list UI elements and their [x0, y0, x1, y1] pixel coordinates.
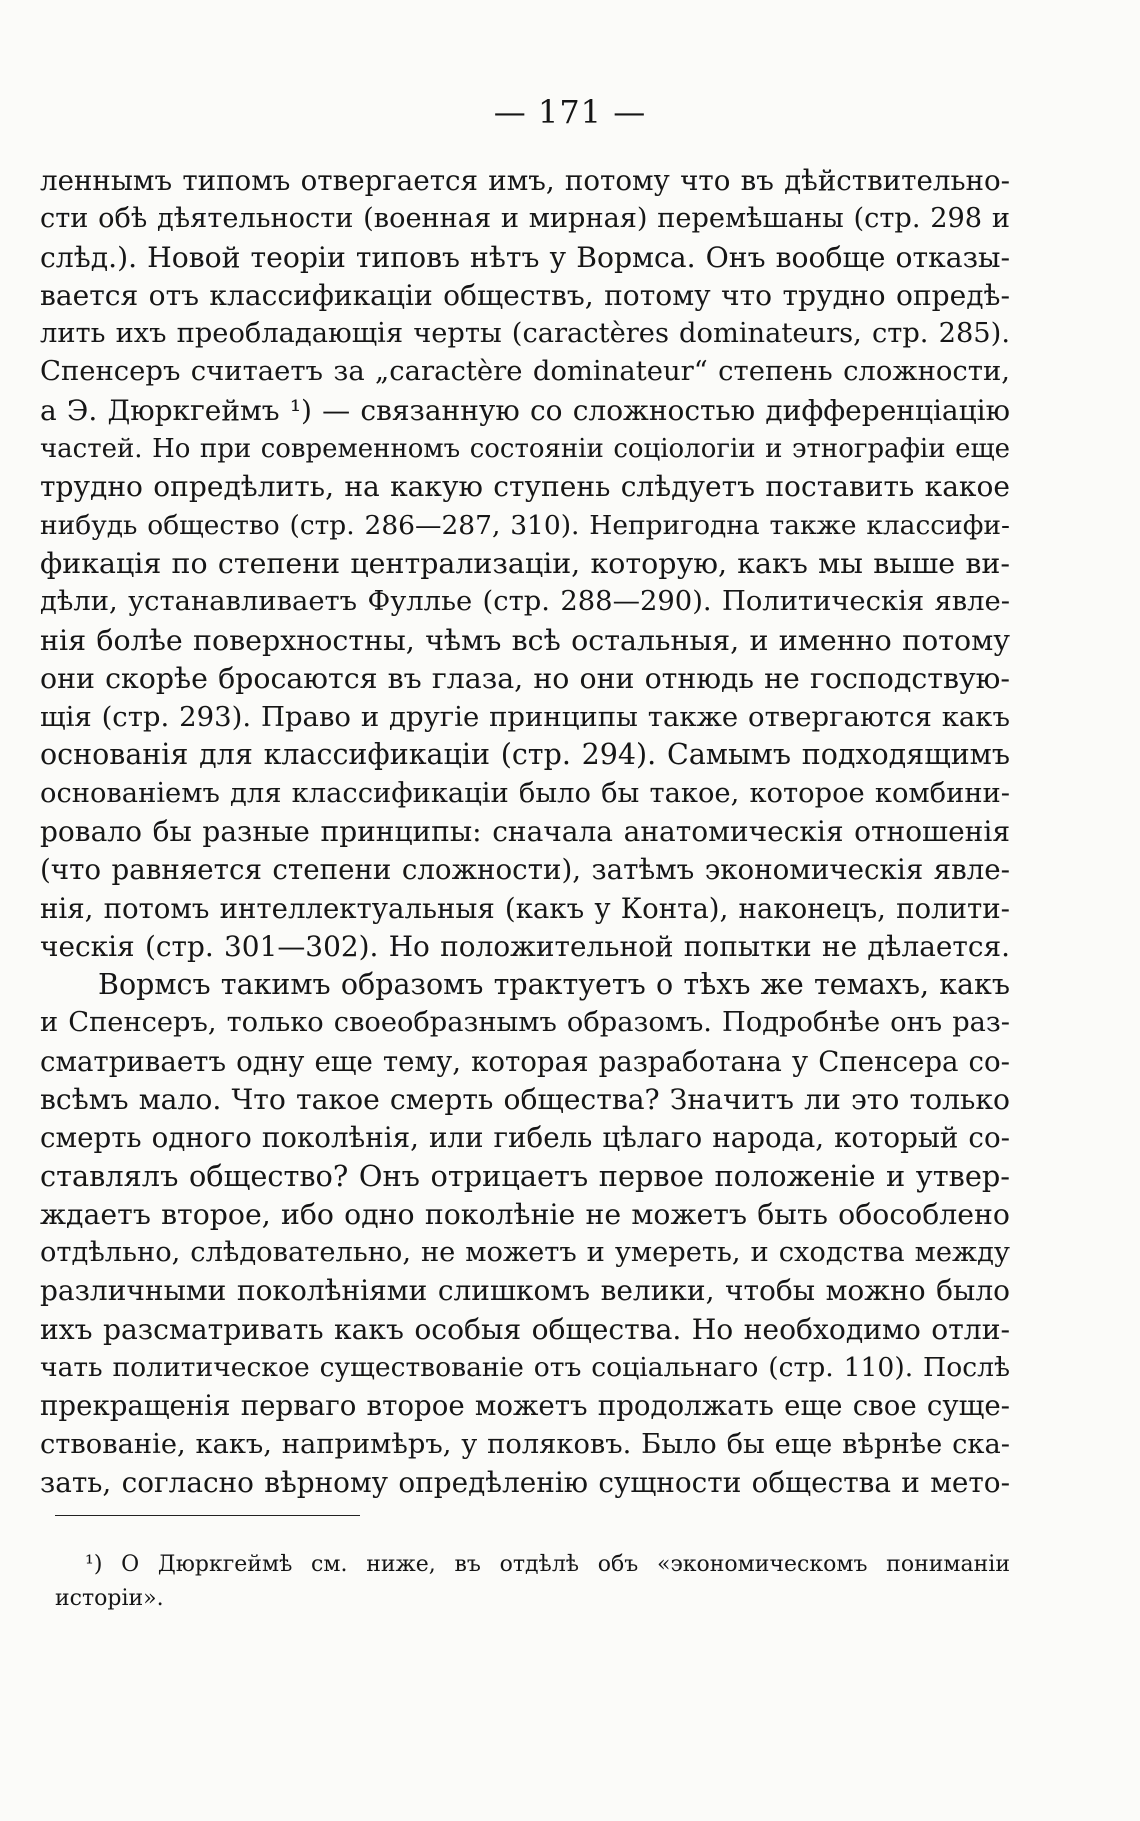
text-line: трудно опредѣлить, на какую ступень слѣдуетъ поставить какое	[40, 470, 1010, 504]
text-line: ческія (стр. 301—302). Но положительной попытки не дѣлается.	[40, 929, 1010, 963]
text-line: ждаетъ второе, ибо одно поколѣніе не можетъ быть обособлено	[40, 1197, 1010, 1231]
text-line: сти обѣ дѣятельности (военная и мирная) перемѣшаны (стр. 298 и	[40, 203, 1010, 235]
text-line: нія болѣе поверхностны, чѣмъ всѣ остальныя, и именно потому	[40, 623, 1010, 657]
text-line: прекращенія перваго второе можетъ продолжать еще свое суще-	[40, 1389, 1010, 1423]
paragraph-1	[40, 162, 1010, 966]
text-line: а Э. Дюркгеймъ ¹) — связанную со сложностью дифференціацію	[40, 393, 1010, 427]
footnote-line: исторіи».	[55, 1586, 164, 1611]
text-line: Вормсъ такимъ образомъ трактуетъ о тѣхъ же темахъ, какъ	[98, 968, 1010, 1001]
text-line: всѣмъ мало. Что такое смерть общества? Значитъ ли это только	[40, 1082, 1010, 1116]
text-line: щія (стр. 293). Право и другіе принципы также отвергаются какъ	[40, 701, 1010, 734]
page-number-header: — 171 —	[493, 93, 647, 131]
text-line: ихъ разсматривать какъ особыя общества. Но необходимо отли-	[40, 1312, 1010, 1346]
footnote	[55, 1548, 1010, 1616]
text-line: ровало бы разные принципы: сначала анатомическія отношенія	[40, 815, 1010, 849]
text-line: Спенсеръ считаетъ за „caractère dominateur“ степень сложности,	[40, 356, 1010, 388]
text-line: нибудь общество (стр. 286—287, 310). Непригодна также классифи-	[40, 509, 1010, 541]
text-line: частей. Но при современномъ состояніи соціологіи и этнографіи еще	[40, 434, 1010, 465]
footnote-line: ¹) О Дюркгеймѣ см. ниже, въ отдѣлѣ объ «экономическомъ пониманіи	[85, 1552, 1010, 1577]
text-line: основаніемъ для классификаціи было бы такое, которое комбини-	[40, 777, 1010, 809]
paragraph-2	[40, 966, 1010, 1502]
text-line: слѣд.). Новой теоріи типовъ нѣтъ у Вормса. Онъ вообще отказы-	[40, 240, 1010, 274]
text-line: вается отъ классификаціи обществъ, потому что трудно опредѣ-	[40, 278, 1010, 312]
text-line: фикація по степени централизаціи, которую, какъ мы выше ви-	[40, 546, 1010, 580]
text-line: лить ихъ преобладающія черты (caractères dominateurs, стр. 285).	[40, 318, 1010, 350]
text-line: они скорѣе бросаются въ глаза, но они отнюдь не господствую-	[40, 661, 1010, 695]
text-line: чать политическое существованіе отъ соціальнаго (стр. 110). Послѣ	[40, 1351, 1010, 1383]
text-line: нія, потомъ интеллектуальныя (какъ у Конта), наконецъ, полити-	[40, 891, 1010, 925]
text-line: дѣли, устанавливаетъ Фуллье (стр. 288—290). Политическія явле-	[40, 586, 1010, 618]
text-line: зать, согласно вѣрному опредѣленію сущности общества и мето-	[40, 1465, 1010, 1499]
text-line: леннымъ типомъ отвергается имъ, потому что въ дѣйствительно-	[40, 164, 1010, 197]
text-line: основанія для классификаціи (стр. 294). Самымъ подходящимъ	[40, 738, 1010, 772]
text-line: ствованіе, какъ, напримѣръ, у поляковъ. Было бы еще вѣрнѣе ска-	[40, 1428, 1010, 1460]
text-line: и Спенсеръ, только своеобразнымъ образомъ. Подробнѣе онъ раз-	[40, 1007, 1010, 1039]
text-line: (что равняется степени сложности), затѣмъ экономическія явле-	[40, 853, 1010, 887]
text-line: отдѣльно, слѣдовательно, не можетъ и умереть, и сходства между	[40, 1237, 1010, 1269]
text-line: ставлялъ общество? Онъ отрицаетъ первое положеніе и утвер-	[40, 1159, 1010, 1194]
text-line: сматриваетъ одну еще тему, которая разработана у Спенсера со-	[40, 1044, 1010, 1078]
text-line: различными поколѣніями слишкомъ велики, чтобы можно было	[40, 1274, 1010, 1308]
footnote-divider	[55, 1515, 360, 1516]
text-line: смерть одного поколѣнія, или гибель цѣлаго народа, который со-	[40, 1121, 1010, 1155]
